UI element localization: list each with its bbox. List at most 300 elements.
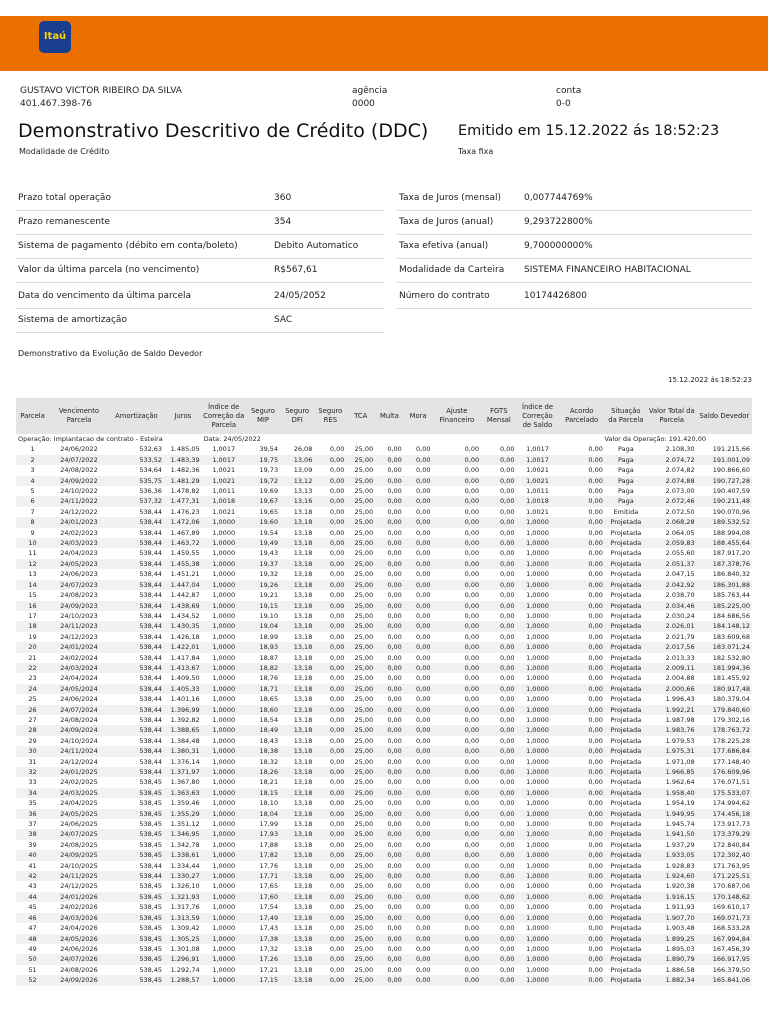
table-cell: 1,0000 [526, 944, 549, 953]
info-value: 24/05/2052 [274, 291, 326, 301]
table-cell: 24/03/2023 [49, 538, 109, 548]
table-cell: 0,00 [588, 820, 603, 829]
table-cell: 538,45 [109, 850, 164, 860]
table-cell: 13,18 [280, 621, 314, 631]
info-value: 10174426800 [524, 291, 587, 301]
table-cell: 0,00 [375, 746, 404, 756]
table-cell: 0,00 [588, 924, 603, 933]
table-cell: 1.321,93 [164, 892, 202, 902]
column-header: Acordo Parcelado [558, 398, 604, 434]
table-cell: 1,0000 [202, 601, 246, 611]
table-cell: 0,00 [416, 632, 431, 641]
table-cell: 1.920,38 [665, 882, 695, 891]
table-cell: 0,00 [464, 445, 480, 454]
table-cell: Projetada [610, 549, 642, 558]
table-row [16, 590, 752, 600]
table-cell: 0,00 [588, 653, 603, 662]
table-cell: 6 [16, 496, 49, 506]
table-row [16, 934, 752, 944]
table-cell: 1.476,23 [170, 507, 200, 516]
agencia-label: agência [352, 86, 388, 96]
conta-label: conta [556, 86, 582, 96]
table-cell: 18,82 [246, 663, 280, 673]
table-cell: 1,0000 [517, 746, 559, 756]
table-cell: Projetada [605, 559, 647, 569]
table-cell: 538,44 [109, 871, 164, 881]
table-cell: 1.945,74 [665, 820, 695, 829]
table-cell: 19,54 [259, 528, 279, 537]
table-cell: 0,00 [416, 882, 431, 891]
table-cell: 0,00 [433, 829, 482, 839]
table-cell: 0,00 [558, 829, 604, 839]
table-cell: 0,00 [329, 591, 345, 600]
table-cell: 32 [16, 767, 49, 777]
table-cell: 0,00 [464, 507, 480, 516]
table-cell: 0,00 [314, 621, 346, 631]
column-header: Valor Total da Parcela [647, 398, 697, 434]
table-cell: 13,18 [293, 903, 313, 912]
conta-value: 0-0 [556, 99, 571, 109]
table-cell: 25,00 [354, 632, 374, 641]
table-cell: 25,00 [346, 809, 375, 819]
table-cell: 0,00 [314, 476, 346, 486]
table-cell: Projetada [605, 705, 647, 715]
table-cell: 0,00 [314, 517, 346, 527]
column-header: Multa [375, 398, 404, 434]
table-cell: 1.933,05 [647, 850, 697, 860]
table-cell: 0,00 [588, 736, 603, 745]
table-cell: 13,18 [280, 725, 314, 735]
table-cell: 167.994,84 [697, 934, 752, 944]
table-cell: 0,00 [387, 757, 402, 766]
table-row [16, 944, 752, 954]
table-cell: 538,44 [139, 736, 163, 745]
table-cell: 0,00 [416, 653, 431, 662]
info-value: 9,293722800% [524, 217, 593, 227]
table-cell: 0,00 [588, 840, 603, 849]
table-cell: 24/08/2023 [60, 591, 98, 600]
table-cell: 1,0000 [517, 850, 559, 860]
table-cell: 0,00 [416, 611, 431, 620]
table-cell: 1.388,65 [164, 725, 202, 735]
table-cell: 24/08/2022 [60, 466, 98, 475]
table-cell: 538,44 [109, 663, 164, 673]
table-cell: 13,18 [293, 674, 313, 683]
column-header: Vencimento Parcela [49, 398, 109, 434]
table-cell: Projetada [605, 975, 647, 985]
table-cell: 2.047,15 [665, 570, 695, 579]
table-cell: 0,00 [464, 466, 480, 475]
table-cell: 0,00 [416, 674, 431, 683]
table-cell: 4 [16, 476, 49, 486]
table-cell: 190.070,96 [712, 507, 750, 516]
table-cell: 25,00 [354, 466, 374, 475]
table-cell: 538,44 [139, 611, 163, 620]
table-cell: 186.840,32 [712, 570, 750, 579]
table-cell: 1,0000 [202, 934, 246, 944]
table-cell: 51 [28, 965, 37, 974]
table-cell: 0,00 [375, 767, 404, 777]
table-cell: 24/04/2024 [60, 674, 98, 683]
table-cell: 25,00 [346, 559, 375, 569]
table-cell: 0,00 [464, 924, 480, 933]
table-row [16, 861, 752, 871]
table-cell: 186.301,88 [697, 580, 752, 590]
table-cell: 0,00 [314, 601, 346, 611]
table-cell: 1.895,03 [665, 944, 695, 953]
table-cell: 0,00 [500, 924, 515, 933]
table-cell: 1,0000 [202, 621, 246, 631]
table-cell: 15 [28, 591, 37, 600]
table-cell: 1,0000 [212, 715, 236, 724]
table-cell: 24/11/2024 [49, 746, 109, 756]
table-cell: Projetada [610, 736, 642, 745]
table-cell: 0,00 [588, 591, 603, 600]
table-cell: 0,00 [558, 788, 604, 798]
table-cell: 0,00 [329, 695, 345, 704]
table-cell: 1.983,76 [647, 725, 697, 735]
table-cell: 538,44 [109, 705, 164, 715]
table-cell: 25,00 [354, 778, 374, 787]
info-row-numero-contrato [397, 284, 752, 309]
table-cell: 1,0000 [517, 892, 559, 902]
table-row [16, 881, 752, 891]
table-cell: 2.026,01 [647, 621, 697, 631]
table-cell: 1.317,76 [170, 903, 200, 912]
table-cell: 45 [28, 903, 37, 912]
table-row [16, 913, 752, 923]
table-cell: 22 [16, 663, 49, 673]
table-cell: 19,67 [246, 496, 280, 506]
table-cell: 538,45 [139, 799, 163, 808]
table-cell: 1,0000 [526, 820, 549, 829]
table-cell: 189.532,52 [697, 517, 752, 527]
table-cell: 0,00 [375, 705, 404, 715]
table-cell: 0,00 [558, 476, 604, 486]
table-cell: 25,00 [346, 767, 375, 777]
table-cell: 24/06/2022 [60, 445, 98, 454]
table-cell: Projetada [605, 663, 647, 673]
table-cell: 13,18 [293, 778, 313, 787]
table-cell: 18,60 [246, 705, 280, 715]
table-cell: 1,0000 [212, 924, 236, 933]
table-cell: 1,0000 [517, 684, 559, 694]
table-cell: 533,52 [109, 455, 164, 465]
table-cell: 535,75 [109, 476, 164, 486]
table-row [16, 517, 752, 527]
info-value: SISTEMA FINANCEIRO HABITACIONAL [524, 265, 691, 275]
table-row [16, 621, 752, 631]
table-cell: 1,0000 [212, 570, 236, 579]
table-cell: 0,00 [433, 705, 482, 715]
table-cell: 1,0000 [202, 829, 246, 839]
info-label: Sistema de pagamento (débito em conta/boleto) [18, 241, 238, 251]
table-cell: 170.687,06 [712, 882, 750, 891]
table-cell: Projetada [610, 778, 642, 787]
table-cell: 0,00 [404, 476, 433, 486]
table-cell: 25,00 [346, 580, 375, 590]
table-cell: 0,00 [588, 507, 603, 516]
table-row [16, 611, 752, 621]
table-cell: Projetada [605, 892, 647, 902]
table-cell: 13,18 [280, 684, 314, 694]
table-cell: 1,0000 [212, 695, 236, 704]
table-cell: 24/12/2025 [60, 882, 98, 891]
table-cell: 538,44 [109, 684, 164, 694]
table-cell: 35 [28, 799, 37, 808]
table-cell: 13,18 [293, 507, 313, 516]
emitido-timestamp: Emitido em 15.12.2022 ás 18:52:23 [458, 123, 720, 139]
table-cell: 25,00 [354, 757, 374, 766]
table-cell: 40 [16, 850, 49, 860]
table-cell: 0,00 [387, 591, 402, 600]
table-cell: 0,00 [329, 632, 345, 641]
table-cell: 0,00 [464, 861, 480, 870]
table-cell: 168.533,28 [712, 924, 750, 933]
table-cell: 0,00 [329, 840, 345, 849]
table-row [16, 642, 752, 652]
table-cell: 0,00 [375, 601, 404, 611]
taxa-fixa-label: Taxa fixa [458, 147, 494, 156]
table-row [16, 663, 752, 673]
table-cell: 1,0000 [517, 601, 559, 611]
table-cell: 538,44 [139, 695, 163, 704]
table-cell: 0,00 [314, 538, 346, 548]
table-cell: 0,00 [404, 975, 433, 985]
table-cell: 0,00 [588, 944, 603, 953]
table-cell: 0,00 [375, 829, 404, 839]
info-row-taxa-efetiva [397, 234, 752, 259]
table-cell: Projetada [610, 882, 642, 891]
table-cell: 13,18 [293, 653, 313, 662]
table-cell: 0,00 [375, 809, 404, 819]
table-cell: 536,36 [139, 487, 163, 496]
table-cell: 25,00 [354, 695, 374, 704]
table-cell: 1,0000 [212, 611, 236, 620]
table-cell: 24/11/2025 [49, 871, 109, 881]
table-cell: 176.071,51 [712, 778, 750, 787]
table-cell: Paga [605, 476, 647, 486]
table-row [16, 653, 752, 663]
table-cell: 7 [30, 507, 35, 516]
table-cell: 24/07/2022 [49, 455, 109, 465]
table-cell: 0,00 [329, 528, 345, 537]
table-cell: 188.994,08 [712, 528, 750, 537]
table-cell: 0,00 [433, 663, 482, 673]
table-cell: 0,00 [558, 621, 604, 631]
table-cell: 1,0000 [526, 674, 549, 683]
table-cell: 0,00 [416, 695, 431, 704]
table-cell: 25,00 [346, 871, 375, 881]
table-cell: 0,00 [481, 642, 516, 652]
table-cell: 17,54 [259, 903, 279, 912]
table-cell: 0,00 [588, 466, 603, 475]
table-cell: 534,64 [139, 466, 163, 475]
table-cell: 0,00 [404, 913, 433, 923]
table-cell: 0,00 [314, 746, 346, 756]
table-cell: 0,00 [464, 882, 480, 891]
table-cell: Projetada [610, 570, 642, 579]
client-name: GUSTAVO VICTOR RIBEIRO DA SILVA [20, 86, 182, 96]
table-cell: Emitida [613, 507, 639, 516]
table-cell: 17,32 [259, 944, 279, 953]
table-cell: 1.309,42 [170, 924, 200, 933]
table-cell: 2.051,37 [647, 559, 697, 569]
table-cell: 25,00 [354, 861, 374, 870]
table-cell: 0,00 [433, 788, 482, 798]
table-cell: 0,00 [500, 570, 515, 579]
table-cell: 24/02/2026 [60, 903, 98, 912]
table-cell: 1,0017 [517, 455, 559, 465]
table-cell: 0,00 [433, 892, 482, 902]
table-cell: 28 [16, 725, 49, 735]
info-label: Sistema de amortização [18, 315, 127, 325]
table-cell: 1.342,78 [170, 840, 200, 849]
table-cell: 0,00 [404, 455, 433, 465]
table-cell: 0,00 [588, 528, 603, 537]
table-cell: 1.376,14 [170, 757, 200, 766]
table-cell: 0,00 [558, 767, 604, 777]
table-cell: 0,00 [416, 861, 431, 870]
modalidade-label: Modalidade de Crédito [19, 147, 110, 156]
table-cell: 50 [16, 954, 49, 964]
table-cell: 0,00 [314, 892, 346, 902]
table-cell: 1,0011 [526, 487, 549, 496]
table-cell: 0,00 [481, 455, 516, 465]
table-cell: 0,00 [387, 570, 402, 579]
info-row-juros-anual [397, 210, 752, 235]
table-cell: 1,0000 [212, 882, 236, 891]
table-cell: 1,0000 [517, 954, 559, 964]
table-cell: 538,44 [109, 642, 164, 652]
table-cell: 179.840,60 [697, 705, 752, 715]
table-cell: 0,00 [558, 809, 604, 819]
table-cell: 0,00 [329, 674, 345, 683]
table-cell: 1.326,10 [170, 882, 200, 891]
table-cell: 173.917,73 [712, 820, 750, 829]
table-cell: 0,00 [464, 528, 480, 537]
table-cell: 0,00 [387, 487, 402, 496]
table-cell: 1,0000 [202, 892, 246, 902]
table-cell: 1.992,21 [647, 705, 697, 715]
table-cell: 25,00 [346, 913, 375, 923]
table-cell: 47 [28, 924, 37, 933]
table-cell: 24/08/2024 [60, 715, 98, 724]
table-cell: 0,00 [329, 653, 345, 662]
table-cell: 0,00 [558, 684, 604, 694]
table-cell: 0,00 [416, 507, 431, 516]
table-cell: 25,00 [346, 705, 375, 715]
info-value: 0,007744769% [524, 193, 593, 203]
table-cell: 24/12/2022 [60, 507, 98, 516]
table-row [16, 476, 752, 486]
table-cell: 0,00 [329, 778, 345, 787]
table-row [16, 538, 752, 548]
table-cell: 2.059,83 [647, 538, 697, 548]
table-cell: 1.937,29 [665, 840, 695, 849]
table-cell: 0,00 [387, 820, 402, 829]
table-cell: 1.330,27 [164, 871, 202, 881]
table-cell: 0,00 [404, 642, 433, 652]
table-cell: 0,00 [558, 725, 604, 735]
table-cell: 2.074,88 [647, 476, 697, 486]
info-label: Taxa de Juros (anual) [399, 217, 494, 227]
table-cell: 19,43 [259, 549, 279, 558]
table-cell: 27 [28, 715, 37, 724]
table-cell: 5 [30, 487, 35, 496]
table-cell: 0,00 [464, 715, 480, 724]
table-cell: Projetada [610, 653, 642, 662]
table-cell: 169.610,17 [712, 903, 750, 912]
table-cell: 17,21 [259, 965, 279, 974]
header-bar [0, 16, 768, 71]
table-cell: 0,00 [500, 715, 515, 724]
table-cell: 191.215,66 [712, 445, 750, 454]
table-cell: 0,00 [404, 871, 433, 881]
table-cell: 1.987,98 [665, 715, 695, 724]
table-cell: 0,00 [433, 913, 482, 923]
table-cell: 0,00 [375, 934, 404, 944]
table-cell: Paga [618, 445, 634, 454]
table-cell: 538,45 [109, 913, 164, 923]
table-cell: 0,00 [588, 674, 603, 683]
table-cell: 0,00 [558, 871, 604, 881]
table-cell: 0,00 [404, 517, 433, 527]
table-cell: 0,00 [481, 788, 516, 798]
table-cell: 0,00 [314, 496, 346, 506]
table-row [16, 777, 752, 787]
table-cell: 24/08/2026 [60, 965, 98, 974]
table-cell: 0,00 [481, 580, 516, 590]
table-cell: 172.302,40 [697, 850, 752, 860]
table-cell: 2.064,05 [665, 528, 695, 537]
table-cell: 25,00 [346, 455, 375, 465]
table-cell: 0,00 [558, 455, 604, 465]
table-cell: 1.949,95 [647, 809, 697, 819]
table-cell: 0,00 [329, 466, 345, 475]
table-cell: 0,00 [500, 757, 515, 766]
table-cell: 0,00 [416, 736, 431, 745]
table-cell: 0,00 [588, 695, 603, 704]
table-cell: 0,00 [558, 496, 604, 506]
table-cell: 1.413,67 [164, 663, 202, 673]
column-header: TCA [346, 398, 375, 434]
table-cell: 0,00 [329, 715, 345, 724]
table-cell: 25,00 [354, 445, 374, 454]
table-cell: 0,00 [329, 445, 345, 454]
table-cell: 1,0000 [526, 611, 549, 620]
table-cell: 13,18 [280, 601, 314, 611]
table-cell: 0,00 [464, 820, 480, 829]
table-cell: 25,00 [346, 850, 375, 860]
table-cell: 2.074,72 [647, 455, 697, 465]
table-cell: 0,00 [433, 809, 482, 819]
table-cell: 1.292,74 [170, 965, 200, 974]
table-cell: 1,0000 [212, 820, 236, 829]
table-cell: 1,0000 [526, 736, 549, 745]
table-cell: 1,0000 [202, 538, 246, 548]
table-cell: 1,0000 [526, 715, 549, 724]
table-cell: 1,0017 [212, 445, 236, 454]
table-cell: Projetada [605, 829, 647, 839]
table-cell: 1,0000 [517, 642, 559, 652]
table-cell: 13,18 [280, 809, 314, 819]
table-cell: 13,18 [293, 570, 313, 579]
table-cell: 0,00 [416, 799, 431, 808]
table-cell: 19,32 [259, 570, 279, 579]
operation-value: Valor da Operação: 191.420,00 [558, 434, 752, 444]
table-cell: 1,0000 [212, 799, 236, 808]
